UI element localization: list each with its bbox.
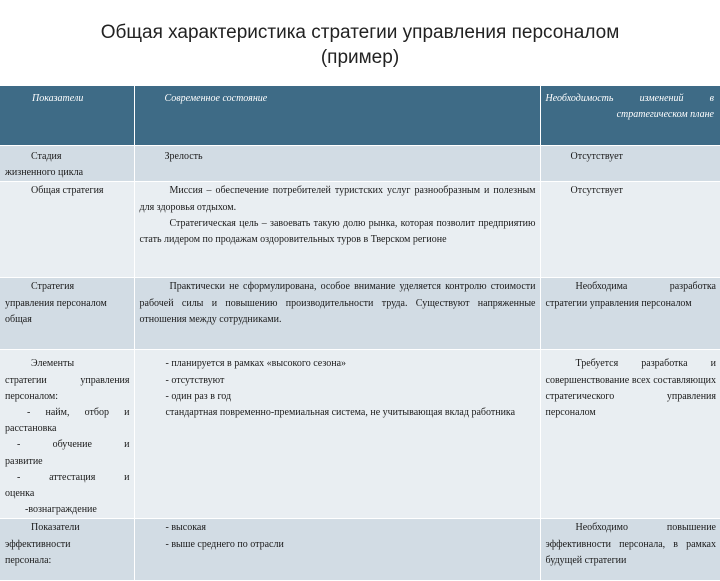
indicator-line: оценка bbox=[5, 488, 35, 500]
row-indicator-cell bbox=[0, 519, 134, 581]
strategy-table bbox=[0, 86, 720, 581]
current-line: Зрелость bbox=[164, 151, 203, 162]
need-line: Отсутствует bbox=[570, 151, 623, 162]
indicator-line: - обучение и bbox=[17, 439, 130, 451]
table-row bbox=[0, 350, 720, 519]
indicator-line: - аттестация и bbox=[17, 471, 130, 483]
header-current-state: Современное состояние bbox=[134, 86, 540, 146]
row-need-cell bbox=[540, 182, 720, 278]
row-need-cell bbox=[540, 350, 720, 519]
indicator-line: расстановка bbox=[5, 423, 57, 435]
indicator-line: Стадия bbox=[31, 151, 62, 162]
indicator-line: - найм, отбор и bbox=[27, 407, 130, 419]
indicator-line: Общая стратегия bbox=[31, 185, 104, 197]
indicator-line: Элементы bbox=[31, 358, 75, 370]
table-row bbox=[0, 278, 720, 350]
current-text: Практически не сформулирована, особое внимание уделяется контролю стоимости рабочей силы и повышению производительности труда. Существуют напряженные отношения между сотрудниками. bbox=[139, 281, 536, 325]
row-indicator-cell bbox=[0, 146, 134, 182]
need-text: Необходима разработка стратегии управления персоналом bbox=[545, 281, 716, 309]
table-row bbox=[0, 146, 720, 182]
slide-title-line-1: Общая характеристика стратегии управления персоналом bbox=[100, 22, 620, 43]
row-need-cell bbox=[540, 146, 720, 182]
indicator-line: персоналом: bbox=[5, 390, 59, 402]
indicator-line: стратегии управления bbox=[5, 374, 130, 386]
indicator-line: общая bbox=[5, 313, 32, 325]
current-line: - высокая bbox=[165, 522, 206, 534]
header-need-for-change: Необходимость изменений в стратегическом плане bbox=[540, 86, 720, 146]
row-current-cell bbox=[134, 278, 540, 350]
row-current-cell bbox=[134, 146, 540, 182]
indicator-line: Показатели bbox=[31, 522, 80, 534]
indicator-line: жизненного цикла bbox=[5, 167, 84, 179]
strategic-goal-text: Стратегическая цель – завоевать такую долю рынка, которая позволит предприятию стать лидером по продажам оздоровительных туров в Тверском регионе bbox=[139, 217, 536, 246]
row-current-cell bbox=[134, 519, 540, 581]
row-indicator-cell bbox=[0, 278, 134, 350]
table-row bbox=[0, 519, 720, 581]
row-need-cell bbox=[540, 278, 720, 350]
indicator-line: -вознаграждение bbox=[25, 504, 97, 516]
indicator-line: Стратегия bbox=[31, 281, 75, 293]
need-line: Отсутствует bbox=[570, 185, 623, 197]
current-text: стандартная повременно-премиальная система, не учитывающая вклад работника bbox=[165, 407, 516, 419]
current-line: - один раз в год bbox=[165, 390, 232, 402]
slide-title bbox=[0, 20, 720, 70]
table-row bbox=[0, 182, 720, 278]
row-current-cell bbox=[134, 350, 540, 519]
indicator-line: персонала: bbox=[5, 554, 52, 566]
current-line: - отсутствуют bbox=[165, 374, 225, 386]
indicator-line: управления персоналом bbox=[5, 297, 107, 309]
header-indicators: Показатели bbox=[0, 86, 134, 146]
mission-text: Миссия – обеспечение потребителей туристских услуг разнообразным и полезным для здоровья отдыхом. bbox=[139, 185, 536, 213]
indicator-line: развитие bbox=[5, 455, 43, 467]
indicator-line: эффективности bbox=[5, 538, 71, 550]
need-text: Необходимо повышение эффективности персонала, в рамках будущей стратегии bbox=[545, 522, 716, 566]
row-indicator-cell bbox=[0, 350, 134, 519]
row-current-cell bbox=[134, 182, 540, 278]
current-line: - планируется в рамках «высокого сезона» bbox=[165, 358, 347, 370]
current-line: - выше среднего по отрасли bbox=[165, 538, 284, 550]
need-text: Требуется разработка и совершенствование всех составляющих стратегического управления персоналом bbox=[545, 358, 716, 419]
slide-title-line-2: (пример) bbox=[320, 47, 400, 68]
table-header-row bbox=[0, 86, 720, 146]
row-need-cell bbox=[540, 519, 720, 581]
row-indicator-cell bbox=[0, 182, 134, 278]
